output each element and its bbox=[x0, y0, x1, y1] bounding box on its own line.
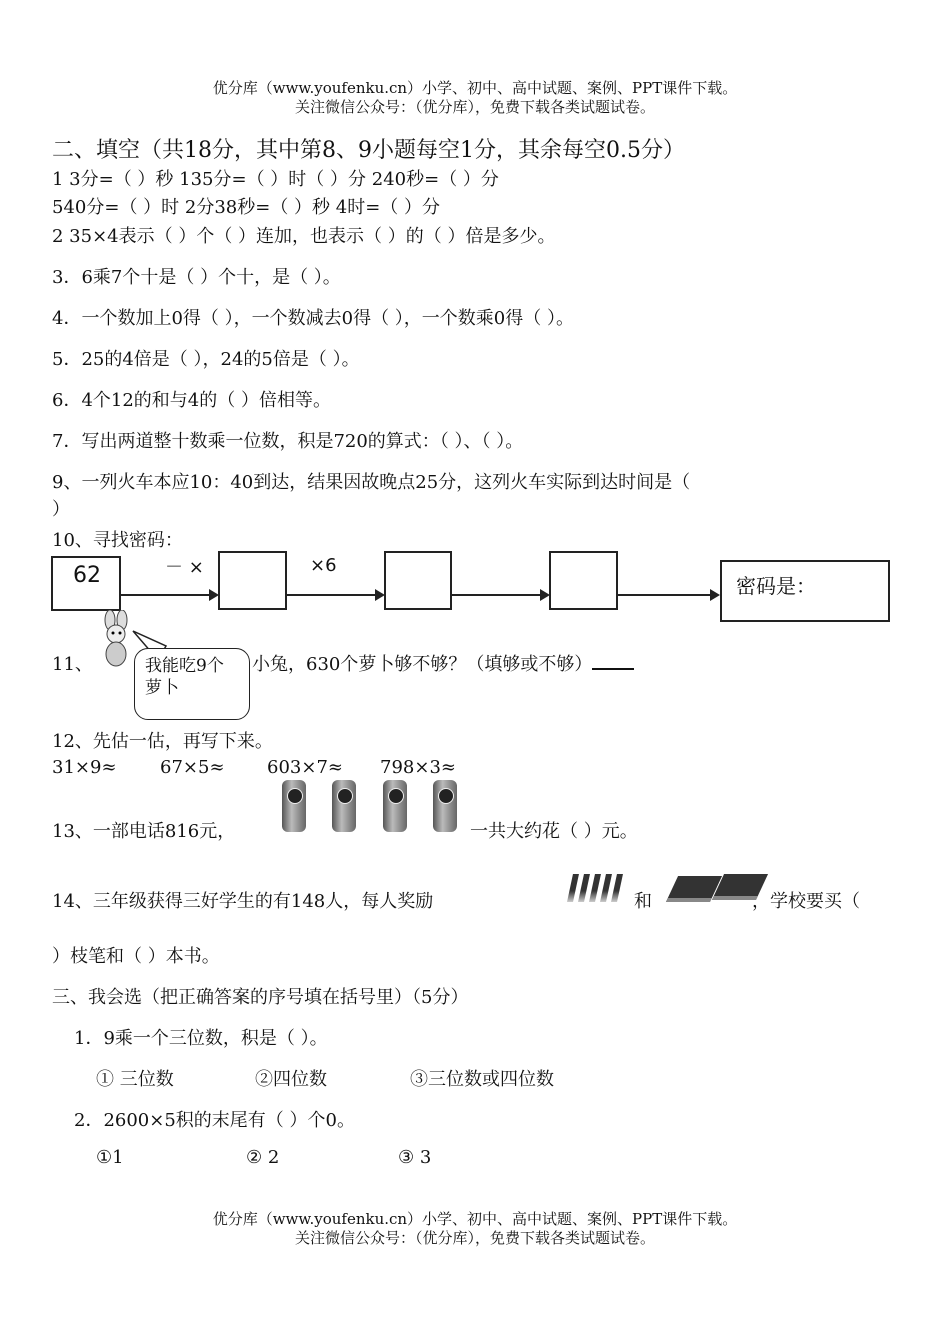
question-9-line-2: ） bbox=[52, 499, 70, 520]
question-11-text bbox=[252, 650, 634, 676]
phone-icon bbox=[433, 780, 457, 832]
arrow-2 bbox=[285, 594, 383, 596]
header-line-2: 关注微信公众号：（优分库），免费下载各类试题试卷。 bbox=[294, 98, 655, 116]
choice-1-option-1[interactable]: ① 三位数 bbox=[96, 1069, 174, 1090]
question-1a: 1 3分=（ ）秒 135分=（ ）时（ ）分 240秒=（ ）分 bbox=[52, 169, 499, 190]
estimate-item-1: 31×9≈ bbox=[52, 757, 117, 778]
question-14-part-c: ）枝笔和（ ）本书。 bbox=[52, 946, 220, 967]
estimate-item-3: 603×7≈ bbox=[267, 757, 343, 778]
start-number-box bbox=[51, 556, 121, 611]
question-1b: 540分=（ ）时 2分38秒=（ ）秒 4时=（ ）分 bbox=[52, 197, 441, 218]
password-label: 密码是： bbox=[736, 574, 816, 598]
question-13-prefix: 13、一部电话816元， bbox=[52, 821, 236, 842]
pencils-icon bbox=[568, 874, 628, 906]
question-3: 3．6乘7个十是（ ）个十，是（ ）。 bbox=[52, 267, 341, 288]
section-2-title: 二、填空（共18分，其中第8、9小题每空1分，其余每空0.5分） bbox=[52, 138, 685, 163]
choice-2-option-2[interactable]: ② 2 bbox=[246, 1147, 280, 1168]
section-3-title: 三、我会选（把正确答案的序号填在括号里）（5分） bbox=[52, 987, 469, 1008]
choice-question-2: 2．2600×5积的末尾有（ ）个0。 bbox=[74, 1110, 355, 1131]
phone-icon bbox=[332, 780, 356, 832]
question-6: 6．4个12的和与4的（ ）倍相等。 bbox=[52, 390, 331, 411]
answer-box-2[interactable] bbox=[384, 551, 452, 610]
header-line-1: 优分库（www.youfenku.cn）小学、初中、高中试题、案例、PPT课件下载。 bbox=[212, 79, 738, 97]
arrow-4 bbox=[616, 594, 718, 596]
question-2: 2 35×4表示（ ）个（ ）连加，也表示（ ）的（ ）倍是多少。 bbox=[52, 226, 556, 247]
phone-icon bbox=[383, 780, 407, 832]
choice-2-option-3[interactable]: ③ 3 bbox=[398, 1147, 432, 1168]
operation-2-label: ×6 bbox=[310, 555, 337, 576]
question-12-label: 12、先估一估，再写下来。 bbox=[52, 731, 273, 752]
speech-bubble: 我能吃9个萝卜 bbox=[134, 648, 250, 720]
start-number: 62 bbox=[73, 563, 101, 588]
question-7: 7．写出两道整十数乘一位数，积是720的算式：（ ）、（ ）。 bbox=[52, 431, 524, 452]
operation-1-label: － × bbox=[165, 557, 204, 578]
question-9-line-1: 9、一列火车本应10：40到达，结果因故晚点25分，这列火车实际到达时间是（ bbox=[52, 472, 691, 493]
page-footer bbox=[0, 1210, 950, 1248]
question-14-part-a: 14、三年级获得三好学生的有148人，每人奖励 bbox=[52, 891, 434, 912]
question-14-part-b: ，学校要买（ bbox=[752, 891, 860, 912]
question-14-and: 和 bbox=[634, 891, 652, 912]
estimate-item-4: 798×3≈ bbox=[380, 757, 456, 778]
answer-box-3[interactable] bbox=[549, 551, 618, 610]
arrow-1 bbox=[119, 594, 217, 596]
page-header bbox=[0, 79, 950, 117]
choice-2-option-1[interactable]: ①1 bbox=[96, 1147, 124, 1168]
footer-line-1: 优分库（www.youfenku.cn）小学、初中、高中试题、案例、PPT课件下载。 bbox=[212, 1210, 738, 1228]
question-5: 5．25的4倍是（ ），24的5倍是（ ）。 bbox=[52, 349, 360, 370]
footer-line-2: 关注微信公众号：（优分库），免费下载各类试题试卷。 bbox=[294, 1229, 655, 1247]
choice-1-option-3[interactable]: ③三位数或四位数 bbox=[410, 1069, 554, 1090]
question-11-body: 小兔，630个萝卜够不够？（填够或不够） bbox=[252, 654, 593, 675]
answer-blank[interactable] bbox=[592, 652, 634, 670]
answer-box-1[interactable] bbox=[218, 551, 287, 610]
phone-icon bbox=[282, 780, 306, 832]
estimate-item-2: 67×5≈ bbox=[160, 757, 225, 778]
question-11-prefix: 11、 bbox=[52, 654, 93, 675]
question-4: 4．一个数加上0得（ ），一个数减去0得（ ），一个数乘0得（ ）。 bbox=[52, 308, 574, 329]
choice-question-1: 1．9乘一个三位数，积是（ ）。 bbox=[74, 1028, 328, 1049]
question-10-label: 10、寻找密码： bbox=[52, 530, 183, 551]
arrow-3 bbox=[450, 594, 548, 596]
choice-1-option-2[interactable]: ②四位数 bbox=[255, 1069, 327, 1090]
password-result-box[interactable] bbox=[720, 560, 890, 622]
question-13-suffix: 一共大约花（ ）元。 bbox=[470, 821, 638, 842]
